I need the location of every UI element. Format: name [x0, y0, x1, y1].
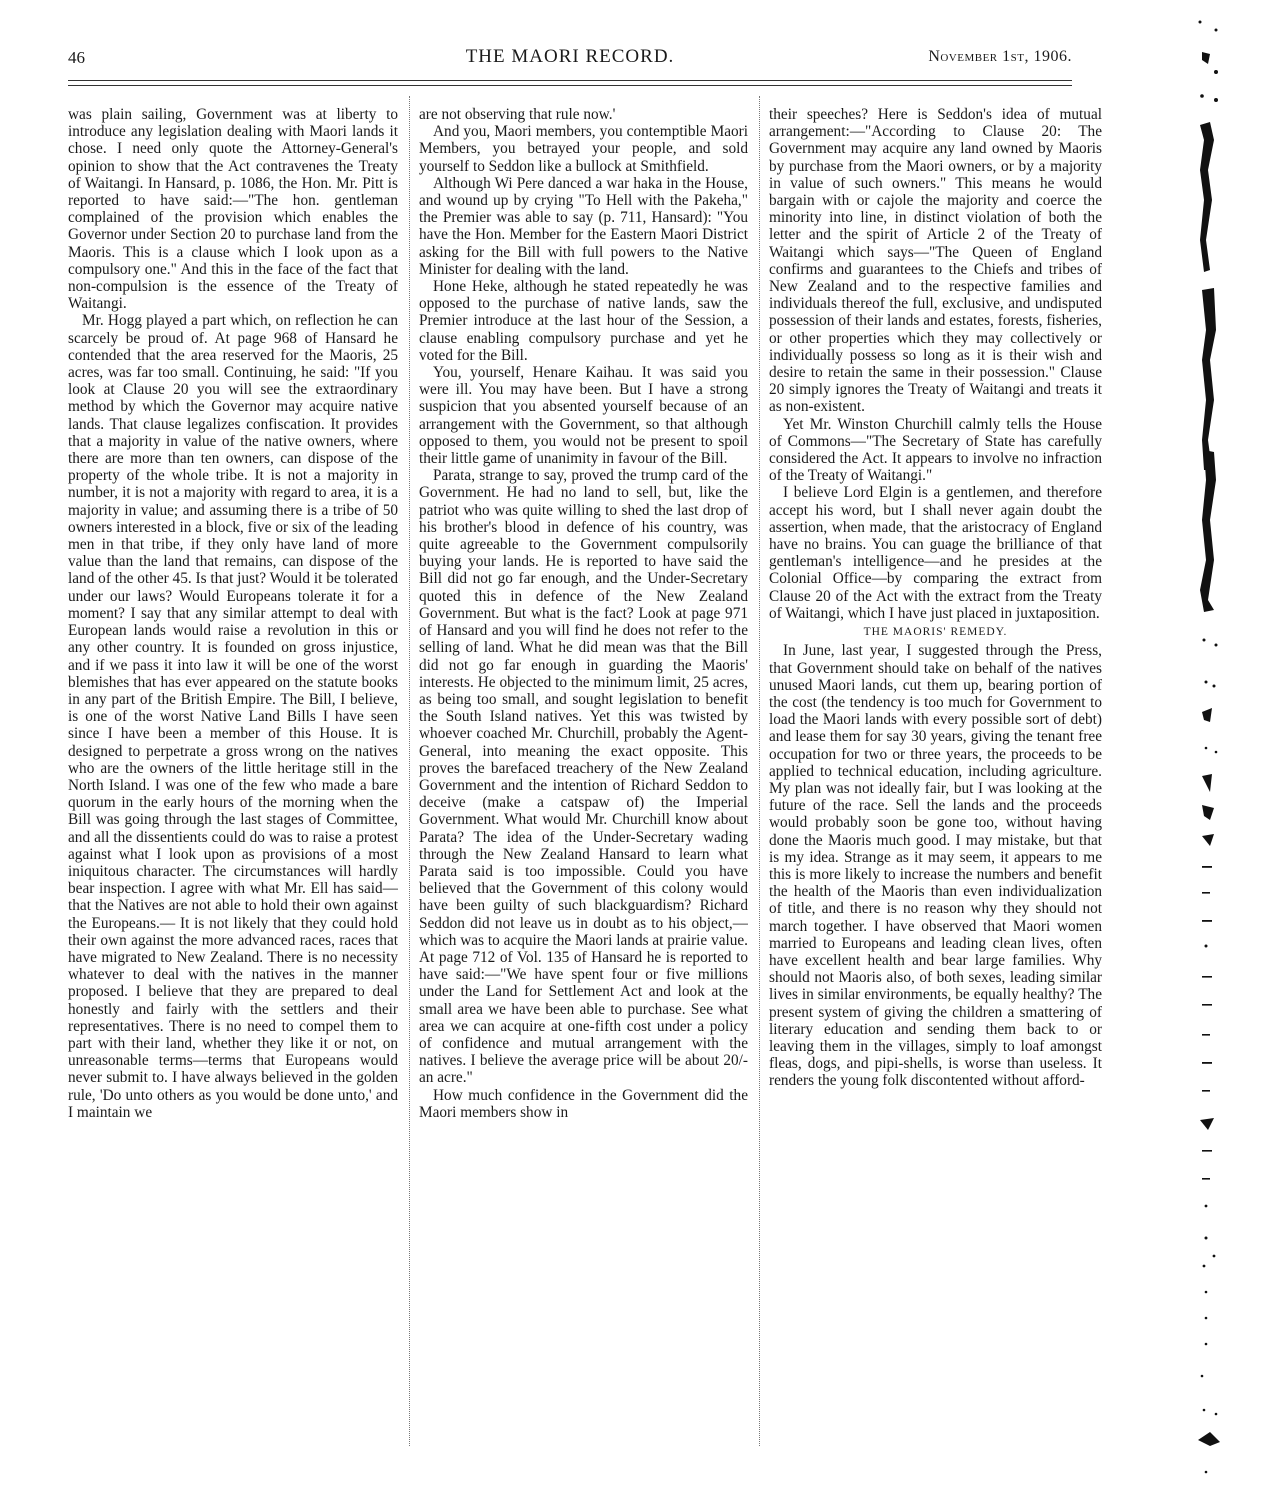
section-subheading: THE MAORIS' REMEDY.: [863, 626, 1008, 639]
scan-edge-ink-marks: [1180, 0, 1280, 1493]
column-1-paragraph-2: Mr. Hogg played a part which, on reflection he can scarcely be proud of. At page 968 of Hansard he contended that the area reserved for the Maoris, 25 acres, was far too small. Continuing, he said: "If you look at Clause 20 you will see the extraordinary method by which the Governor may acquire native lands. That clause legalizes confiscation. It provides that a majority in value of the native owners, where there are more than ten owners, can dispose of the property of the whole tribe. It is not a majority in number, it is not a majority with regard to area, it is a majority in value; and assuming there is a tribe of 50 owners interested in a block, five or six of the leading men in that tribe, if they only have land of more value than the land that remains, can dispose of the land of the other 45. Is that just? Would it be tolerated under our laws? Would Europeans tolerate it for a moment? I say that any similar attempt to deal with European lands would raise a revolution in this or any other country. It is founded on gross injustice, and if we pass it into law it will be one of the worst blemishes that has ever appeared on the statute books in any part of the British Empire. The Bill, I believe, is one of the worst Native Land Bills I have seen since I have been a member of this House. It is designed to perpetrate a gross wrong on the natives who are the owners of the little heritage still in the North Island. I was one of the few who made a bare quorum in the early hours of the morning when the Bill was going through the last stages of Committee, and all the dissentients could do was to raise a protest against what I look upon as provisions of a most iniquitous character. The circumstances will hardly bear inspection. I agree with what Mr. Ell has said—that the Natives are not able to hold their own against the Europeans.— It is not likely that they could hold their own against the more advanced races, races that have migrated to New Zealand. There is no necessity whatever to deal with the natives in the manner proposed. I believe that they are prepared to deal honestly and fairly with the settlers and their representatives. There is no need to compel them to part with their land, whether they like it or not, on unreasonable terms—terms that Europeans would never submit to. I have always believed in the golden rule, 'Do unto others as you would be done unto,' and I maintain we: [68, 312, 398, 1121]
column-separator-2: [759, 96, 760, 1446]
ink-marks-drawing: [1180, 0, 1280, 1493]
column-3-paragraph-1: their speeches? Here is Seddon's idea of mutual arrangement:—"According to Clause 20: The Government may acquire any land owned by Maoris by purchase from the Maori owners, or by a majority in value of such owners." This means he would bargain with or cajole the majority and coerce the minority into line, in distinct violation of both the letter and the spirit of Article 2 of the Treaty of Waitangi which says—"The Queen of England confirms and guarantees to the Chiefs and tribes of New Zealand and to the respective families and individuals thereof the full, exclusive, and undisputed possession of their lands and estates, forests, fisheries, or other properties which they may collectively or individually possess so long as it is their wish and desire to retain the same in their possession." Clause 20 simply ignores the Treaty of Waitangi and treats it as non-existent.: [769, 106, 1102, 416]
column-separator-1: [409, 96, 410, 1446]
article-column-2: [419, 106, 748, 1456]
column-2-paragraph-5: You, yourself, Henare Kaihau. It was said you were ill. You may have been. But I have a strong suspicion that you absented yourself because of an arrangement with the Government, so that although opposed to them, you would not be present to spoil their little game of unanimity in favour of the Bill.: [419, 364, 748, 468]
column-2-paragraph-6: Parata, strange to say, proved the trump card of the Government. He had no land to sell, but, like the patriot who was quite willing to shed the last drop of his brother's blood in defence of his country, was quite agreeable to the Government compulsorily buying your lands. He is reported to have said the Bill did not go far enough, and the Under-Secretary quoted this in defence of the New Zealand Government. But what is the fact? Look at page 971 of Hansard and you will find he does not refer to the selling of land. What he did mean was that the Bill did not go far enough in guarding the Maoris' interests. He objected to the minimum limit, 25 acres, as being too small, and sought legislation to benefit the South Island natives. Yet this was twisted by whoever coached Mr. Churchill, probably the Agent-General, into meaning the exact opposite. This proves the barefaced treachery of the New Zealand Government and the intention of Richard Seddon to deceive (make a catspaw of) the Imperial Government. What would Mr. Churchill know about Parata? The idea of the Under-Secretary wading through the New Zealand Hansard to learn what Parata said is too impossible. Could you have believed that the Government of this colony would have been guilty of such blackguardism? Richard Seddon did not leave us in doubt as to his object,—which was to acquire the Maori lands at prairie value. At page 712 of Vol. 135 of Hansard he is reported to have said:—"We have spent four or five millions under the Land for Settlement Act and look at the small area we have been able to purchase. See what area we can acquire at one-fifth cost under a policy of confidence and mutual arrangement with the natives. I believe the average price will be about 20/- an acre.": [419, 467, 748, 1087]
column-1-paragraph-1: was plain sailing, Government was at liberty to introduce any legislation dealing with Maori lands it chose. I need only quote the Attorney-General's opinion to show that the Act contravenes the Treaty of Waitangi. In Hansard, p. 1086, the Hon. Mr. Pitt is reported to have said:—"The hon. gentleman complained of the provision which enables the Governor under Section 20 to purchase land from the Maoris. This is a clause which I look upon as a compulsory one." And this in the face of the fact that non-compulsion is the essence of the Treaty of Waitangi.: [68, 106, 398, 313]
header-rule-bottom: [68, 85, 1072, 86]
column-2-paragraph-3: Although Wi Pere danced a war haka in the House, and wound up by crying "To Hell with the Pakeha," the Premier was able to say (p. 711, Hansard): "You have the Hon. Member for the Eastern Maori District asking for the Bill with full powers to the Native Minister for dealing with the land.: [419, 174, 748, 278]
issue-date: November 1st, 1906.: [928, 48, 1072, 65]
publication-title: THE MAORI RECORD.: [465, 46, 675, 67]
column-2-paragraph-1: are not observing that rule now.': [419, 106, 616, 123]
article-column-3: [769, 106, 1102, 1456]
page-number: 46: [68, 48, 85, 67]
article-column-1: [68, 106, 398, 1456]
column-2-paragraph-4: Hone Heke, although he stated repeatedly he was opposed to the purchase of native lands, saw the Premier introduce at the last hour of the Session, a clause enabling compulsory purchase and yet he voted for the Bill.: [419, 278, 748, 364]
column-3-paragraph-4: In June, last year, I suggested through the Press, that Government should take on behalf of the natives unused Maori lands, cut them up, bearing portion of the cost (the tendency is too much for Government to load the Maori lands with every possible sort of debt) and lease them for say 30 years, giving the tenant free occupation for two or three years, the proceeds to be applied to technical education, including agriculture. My plan was not ideally fair, but I was looking at the future of the race. Sell the lands and the proceeds would probably soon be gone too, without having done the Maoris much good. I may mistake, but that is my idea. Strange as it may seem, it appears to me this is more likely to increase the numbers and benefit the health of the Maoris than even individualization of title, and there is no reason why they should not march together. I have observed that Maori women married to Europeans and leading clean lives, often have excellent health and bear large families. Why should not Maoris also, of both sexes, leading similar lives in similar environments, be equally healthy? The present system of giving the children a smattering of literary education and sending them back to or leaving them in the villages, simply to loaf amongst fleas, dogs, and pipi-shells, is worse than useless. It renders the young folk discontented without afford-: [769, 642, 1102, 1090]
column-3-paragraph-2: Yet Mr. Winston Churchill calmly tells the House of Commons—"The Secretary of State has carefully considered the Act. It appears to involve no infraction of the Treaty of Waitangi.": [769, 415, 1102, 485]
header-rule-top: [68, 80, 1072, 81]
column-2-paragraph-7: How much confidence in the Government did the Maori members show in: [419, 1086, 748, 1121]
column-2-paragraph-2: And you, Maori members, you contemptible Maori Members, you betrayed your people, and sold yourself to Seddon like a bullock at Smithfield.: [419, 123, 748, 175]
page-header: [68, 44, 1072, 74]
column-3-paragraph-3: I believe Lord Elgin is a gentlemen, and therefore accept his word, but I shall never again doubt the assertion, when made, that the aristocracy of England have no brains. You can guage the brilliance of that gentleman's intelligence—and he presides at the Colonial Office—by comparing the extract from Clause 20 of the Act with the extract from the Treaty of Waitangi, which I have just placed in juxtaposition.: [769, 484, 1102, 622]
